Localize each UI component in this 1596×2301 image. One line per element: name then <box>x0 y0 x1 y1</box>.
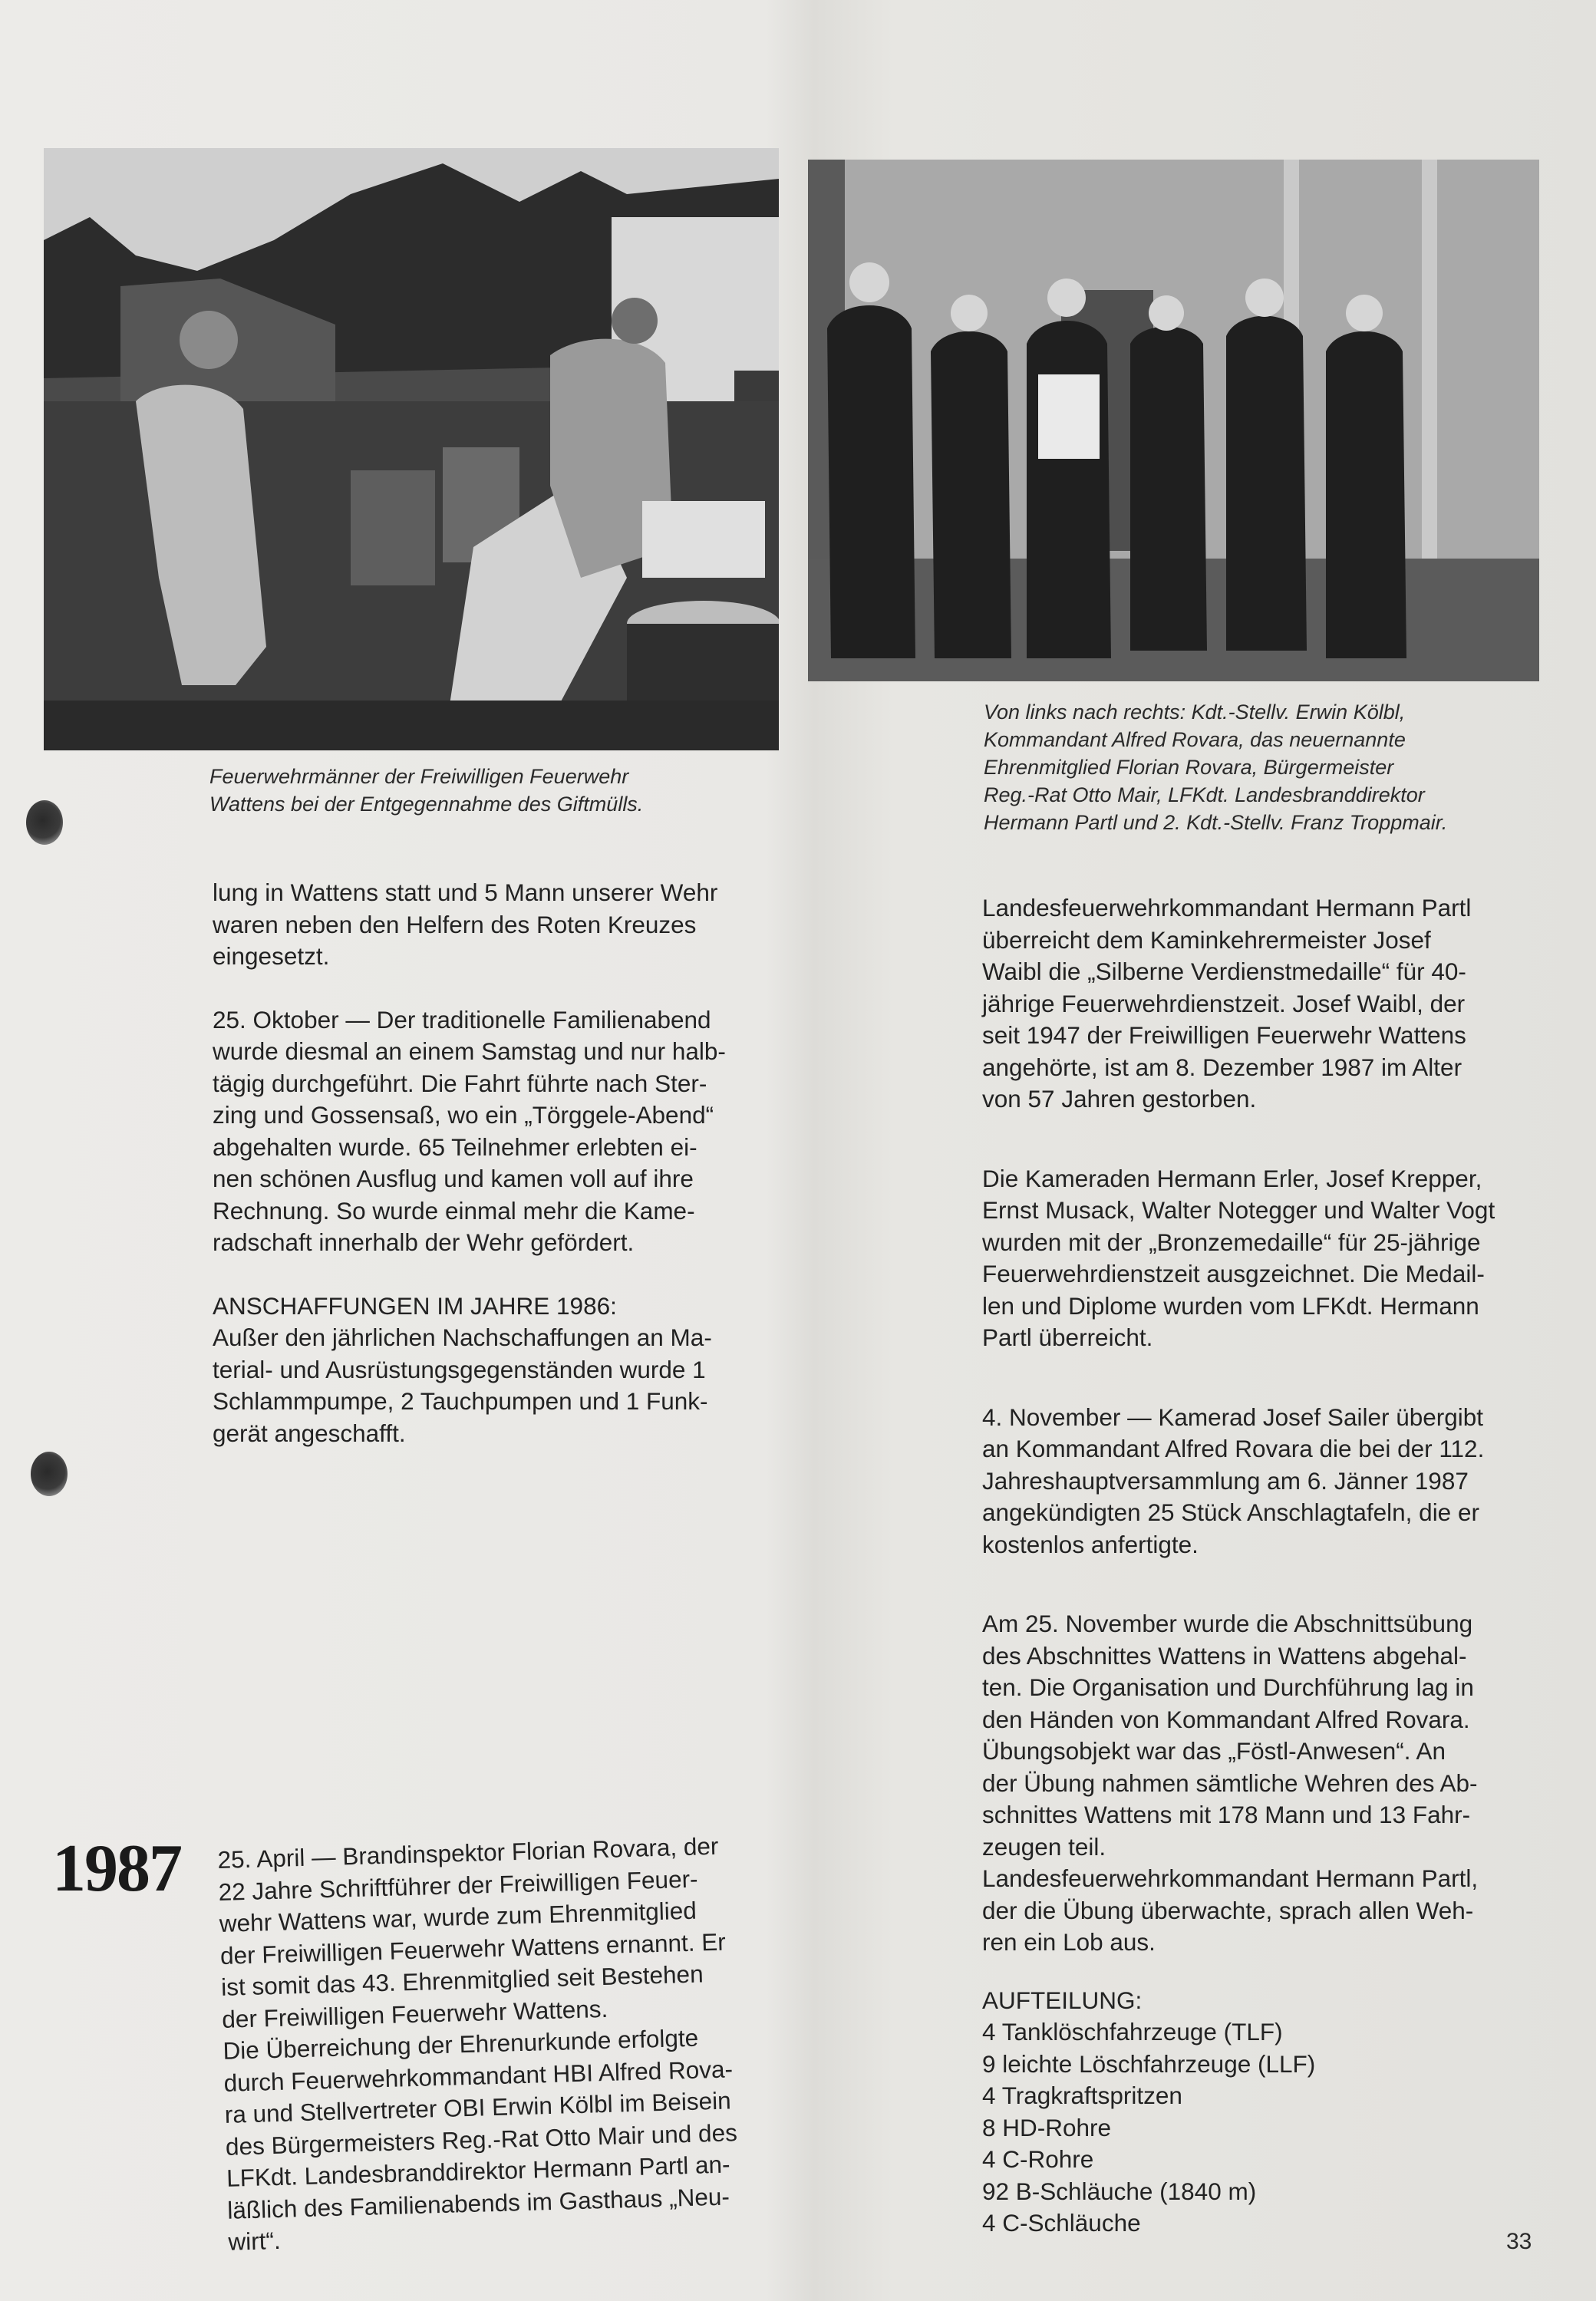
paragraph-line: Landesfeuerwehrkommandant Hermann Partl, <box>982 1864 1479 1892</box>
paragraph-line: LFKdt. Landesbranddirektor Hermann Partl an- <box>226 2150 730 2192</box>
paragraph-line: überreicht dem Kaminkehrermeister Josef <box>982 925 1431 954</box>
caption-line: Feuerwehrmänner der Freiwilligen Feuerwehr <box>209 765 629 788</box>
paragraph-line: Jahreshauptversammlung am 6. Jänner 1987 <box>982 1466 1469 1495</box>
list-item: 8 HD-Rohre <box>982 2113 1112 2141</box>
paragraph-line: der Übung nahmen sämtliche Wehren des Ab- <box>982 1769 1478 1797</box>
paragraph-line: Am 25. November wurde die Abschnittsübung <box>982 1610 1473 1637</box>
paragraph-line: ren ein Lob aus. <box>982 1928 1156 1956</box>
paragraph-line: nen schönen Ausflug und kamen voll auf ihre <box>213 1165 694 1192</box>
paragraph-line: Schlammpumpe, 2 Tauchpumpen und 1 Funk- <box>213 1387 708 1415</box>
list-item: 92 B-Schläuche (1840 m) <box>982 2177 1257 2205</box>
paragraph-line: Rechnung. So wurde einmal mehr die Kame- <box>213 1196 695 1225</box>
paragraph-line: jährige Feuerwehrdienstzeit. Josef Waibl, der <box>982 989 1466 1017</box>
list-item: 4 Tragkraftspritzen <box>982 2082 1182 2109</box>
page-number: 33 <box>1506 2229 1532 2254</box>
left-column-upper <box>213 877 796 1449</box>
paragraph-line: des Bürgermeisters Reg.-Rat Otto Mair und des <box>225 2118 738 2161</box>
caption-right-photo <box>984 698 1447 836</box>
paragraph-line: läßlich des Familienabends im Gasthaus „Neu- <box>226 2182 730 2224</box>
paragraph-line: abgehalten wurde. 65 Teilnehmer erlebten ei- <box>213 1132 697 1161</box>
paragraph-line: 22 Jahre Schriftführer der Freiwilligen Feuer- <box>218 1864 698 1906</box>
paragraph-line: des Abschnittes Wattens in Wattens abgehal- <box>982 1641 1467 1670</box>
paragraph-line: an Kommandant Alfred Rovara die bei der 112. <box>982 1435 1485 1462</box>
paragraph-line: der Freiwilligen Feuerwehr Wattens ernannt. Er <box>219 1927 727 1970</box>
paragraph-line: angehörte, ist am 8. Dezember 1987 im Alter <box>982 1053 1462 1081</box>
right-column <box>982 892 1550 2240</box>
paragraph-line: durch Feuerwehrkommandant HBI Alfred Rova- <box>223 2054 734 2097</box>
caption-line: Von links nach rechts: Kdt.-Stellv. Erwin Kölbl, <box>984 701 1406 724</box>
paragraph-line: 25. Oktober — Der traditionelle Familienabend <box>213 1005 711 1033</box>
list-item: 4 C-Rohre <box>982 2145 1094 2173</box>
paragraph-line: der Freiwilligen Feuerwehr Wattens. <box>221 1994 608 2033</box>
paragraph-line: Die Kameraden Hermann Erler, Josef Krepper, <box>982 1164 1482 1192</box>
paragraph-line: Feuerwehrdienstzeit ausgzeichnet. Die Medail- <box>982 1260 1485 1287</box>
paragraph-line: radschaft innerhalb der Wehr gefördert. <box>213 1228 635 1256</box>
paragraph-line: Übungsobjekt war das „Föstl-Anwesen“. An <box>982 1737 1446 1765</box>
paragraph-line: ra und Stellvertreter OBI Erwin Kölbl im Beisein <box>224 2086 732 2128</box>
paragraph-line: wurden mit der „Bronzemedaille“ für 25-jährige <box>982 1228 1481 1256</box>
caption-left-photo <box>209 763 643 818</box>
paragraph-line: Landesfeuerwehrkommandant Hermann Partl <box>982 894 1472 921</box>
photo-group-honorary-member <box>808 160 1539 681</box>
paragraph-line: wehr Wattens war, wurde zum Ehrenmitglied <box>219 1896 697 1937</box>
paragraph-line: zing und Gossensaß, wo ein „Törggele-Abend“ <box>213 1101 714 1129</box>
paragraph-line: gerät angeschafft. <box>213 1419 406 1447</box>
caption-line: Ehrenmitglied Florian Rovara, Bürgermeister <box>984 756 1394 779</box>
caption-line: Hermann Partl und 2. Kdt.-Stellv. Franz Troppmair. <box>984 811 1448 834</box>
paragraph-line: terial- und Ausrüstungsgegenständen wurde 1 <box>213 1355 706 1383</box>
paragraph-line: schnittes Wattens mit 178 Mann und 13 Fahr- <box>982 1801 1471 1828</box>
paragraph-line: waren neben den Helfern des Roten Kreuzes <box>213 910 697 938</box>
paragraph-line: Waibl die „Silberne Verdienstmedaille“ für 40- <box>982 958 1466 985</box>
paragraph-line: lung in Wattens statt und 5 Mann unserer Wehr <box>213 879 718 906</box>
paragraph-line: der die Übung überwachte, sprach allen Weh- <box>982 1896 1474 1924</box>
left-column-lower <box>217 1828 812 2259</box>
paragraph-line: von 57 Jahren gestorben. <box>982 1085 1257 1113</box>
binder-hole-top <box>26 800 63 845</box>
paragraph-line: den Händen von Kommandant Alfred Rovara. <box>982 1705 1470 1733</box>
paragraph-line: angekündigten 25 Stück Anschlagtafeln, die er <box>982 1498 1479 1526</box>
paragraph-line: Außer den jährlichen Nachschaffungen an Ma- <box>213 1324 712 1351</box>
section-heading: ANSCHAFFUNGEN IM JAHRE 1986: <box>213 1291 617 1320</box>
caption-line: Kommandant Alfred Rovara, das neuernannte <box>984 728 1406 751</box>
paragraph-line: eingesetzt. <box>213 942 330 970</box>
paragraph-line: wirt“. <box>227 2226 282 2256</box>
paragraph-line: len und Diplome wurden vom LFKdt. Hermann <box>982 1291 1479 1320</box>
paragraph-line: Die Überreichung der Ehrenurkunde erfolgte <box>223 2023 699 2065</box>
caption-line: Wattens bei der Entgegennahme des Giftmülls. <box>209 793 644 816</box>
paragraph-line: ist somit das 43. Ehrenmitglied seit Bestehen <box>220 1960 704 2001</box>
photo-firemen-toxic-waste <box>44 148 779 750</box>
list-item: 4 Tanklöschfahrzeuge (TLF) <box>982 2018 1283 2046</box>
binder-hole-bottom <box>31 1452 68 1496</box>
paragraph-line: kostenlos anfertigte. <box>982 1530 1199 1558</box>
year-heading: 1987 <box>52 1831 181 1906</box>
paragraph-line: wurde diesmal an einem Samstag und nur halb- <box>213 1037 726 1065</box>
caption-line: Reg.-Rat Otto Mair, LFKdt. Landesbranddirektor <box>984 783 1425 806</box>
section-heading: AUFTEILUNG: <box>982 1986 1143 2014</box>
paragraph-line: zeugen teil. <box>982 1832 1106 1861</box>
paragraph-line: Partl überreicht. <box>982 1324 1153 1351</box>
paragraph-line: seit 1947 der Freiwilligen Feuerwehr Wattens <box>982 1021 1466 1049</box>
paragraph-line: Ernst Musack, Walter Notegger und Walter Vogt <box>982 1196 1495 1224</box>
paragraph-line: 25. April — Brandinspektor Florian Rovara, der <box>217 1831 719 1874</box>
list-item: 9 leichte Löschfahrzeuge (LLF) <box>982 2049 1316 2078</box>
paragraph-line: tägig durchgeführt. Die Fahrt führte nach Ster- <box>213 1069 707 1097</box>
paragraph-line: ten. Die Organisation und Durchführung lag in <box>982 1673 1474 1701</box>
paragraph-line: 4. November — Kamerad Josef Sailer übergibt <box>982 1403 1484 1431</box>
list-item: 4 C-Schläuche <box>982 2209 1141 2237</box>
